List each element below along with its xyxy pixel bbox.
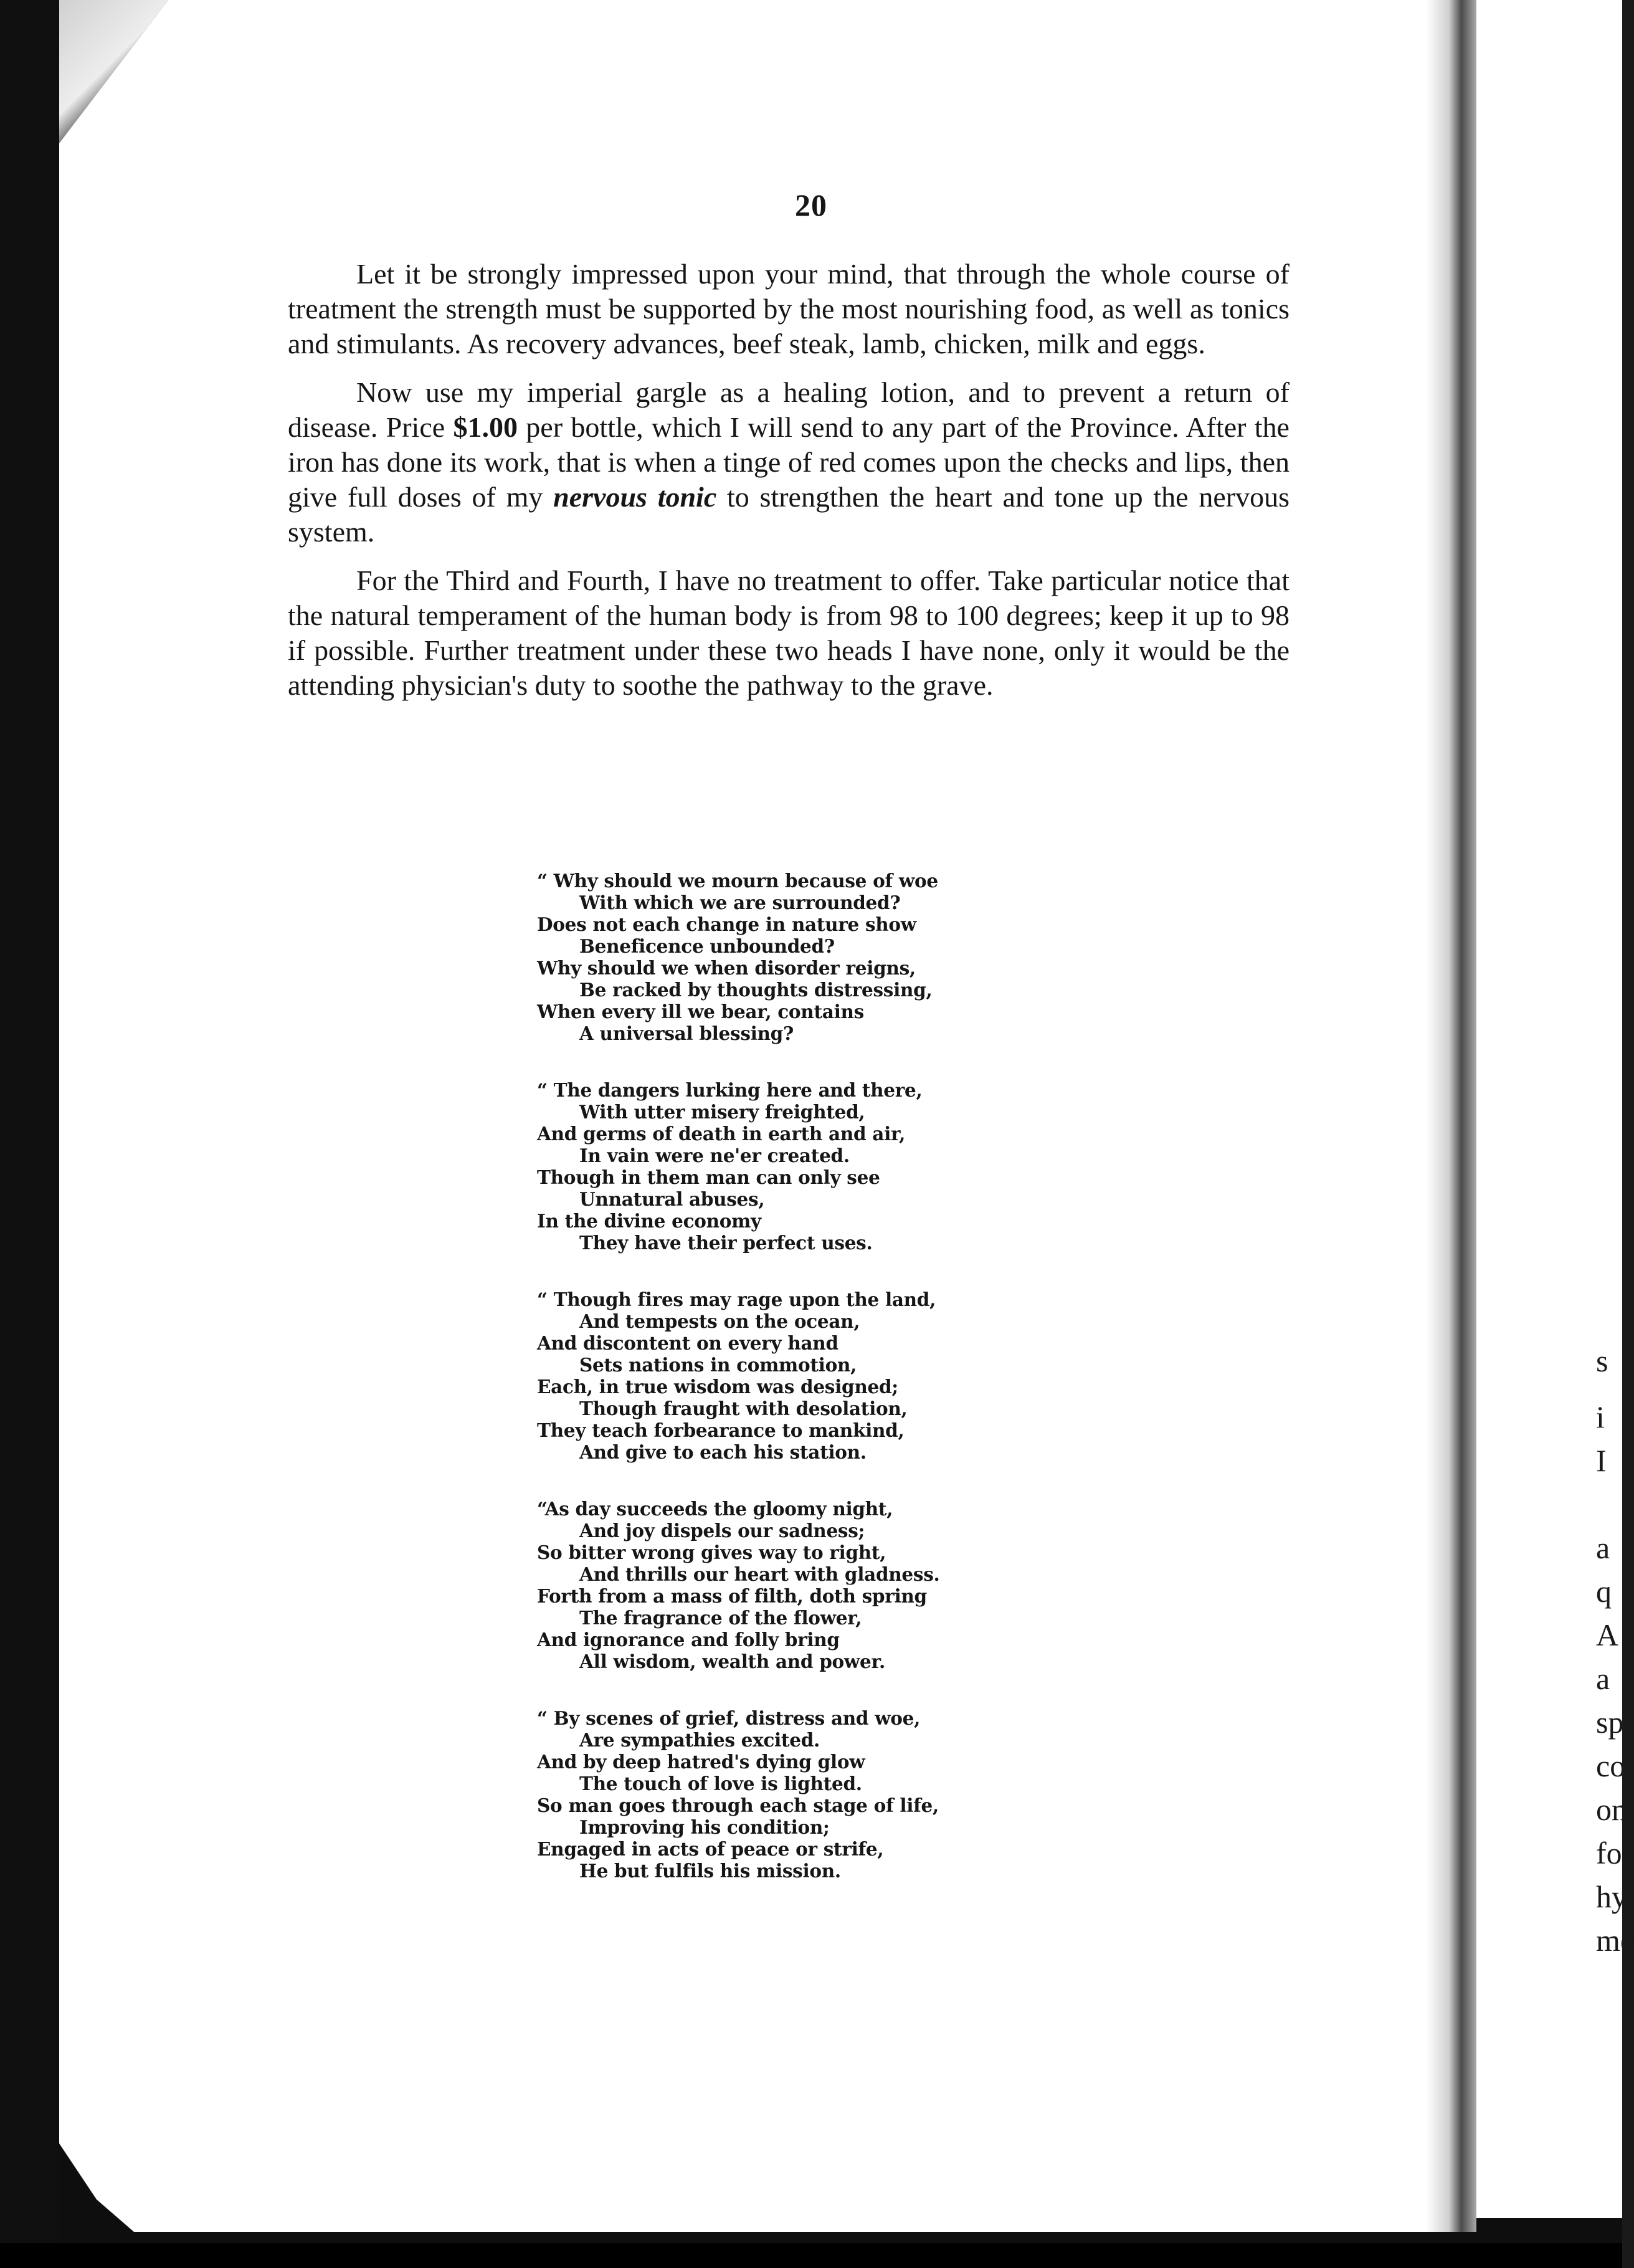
text-run: Let it be strongly impressed upon your mind, that through the whole course of treatment the strength must be supported by the most nourishing food, as well as tonics and stimulants. As recovery advances, beef steak, lamb, chicken, milk and eggs. [288, 258, 1290, 360]
poem-line: He but fulfils his mission. [579, 1860, 841, 1882]
paragraph-3 [288, 563, 1290, 703]
poem-line: With which we are surrounded? [579, 892, 901, 913]
poem-line: “ Though fires may rage upon the land, [537, 1289, 936, 1310]
poem-line: Does not each change in nature show [537, 913, 916, 935]
poem-line: When every ill we bear, contains [537, 1001, 864, 1022]
prose-body [288, 257, 1290, 717]
right-page-fragment: a [1596, 1661, 1610, 1696]
poem-line: Though in them man can only see [537, 1166, 880, 1188]
poem-line: So bitter wrong gives way to right, [537, 1541, 886, 1563]
poem-line: Improving his condition; [579, 1816, 830, 1838]
poem-stanza-2 [537, 1079, 1098, 1254]
right-page-fragment: a [1596, 1530, 1610, 1565]
poem-line: In vain were ne'er created. [579, 1145, 850, 1166]
poem-line: “As day succeeds the gloomy night, [537, 1498, 893, 1520]
poem-line: Why should we when disorder reigns, [537, 957, 916, 979]
poem-line: And germs of death in earth and air, [537, 1123, 906, 1145]
scan-bottom-edge [0, 2243, 1622, 2268]
right-page-fragment: A [1596, 1618, 1619, 1652]
right-page-fragment: hy [1596, 1879, 1627, 1914]
poem-line: Be racked by thoughts distressing, [579, 979, 933, 1001]
text-run: to strengthen the heart and tone up the nervous system. [288, 481, 1290, 548]
right-page-fragment: i [1596, 1399, 1605, 1434]
poem-line: Forth from a mass of filth, doth spring [537, 1585, 927, 1607]
poem-line: They teach forbearance to mankind, [537, 1419, 905, 1441]
paragraph-2 [288, 375, 1290, 550]
poem-line: With utter misery freighted, [579, 1101, 865, 1123]
poem-line: And tempests on the ocean, [579, 1310, 860, 1332]
poem-line: All wisdom, wealth and power. [579, 1651, 885, 1672]
poem [537, 870, 1098, 1917]
right-page-fragment: me [1596, 1923, 1634, 1958]
poem-line: And joy dispels our sadness; [579, 1520, 865, 1541]
poem-line: Though fraught with desolation, [579, 1398, 908, 1419]
right-page-fragment: fo [1596, 1836, 1622, 1870]
right-page-text-fragments [1596, 0, 1634, 2243]
poem-line: In the divine economy [537, 1210, 761, 1232]
right-page-fragment: sp [1596, 1705, 1624, 1740]
paragraph-1 [288, 257, 1290, 361]
poem-line: And give to each his station. [579, 1441, 867, 1463]
poem-line: Each, in true wisdom was designed; [537, 1376, 898, 1398]
poem-line: Sets nations in commotion, [579, 1354, 857, 1376]
poem-line: A universal blessing? [579, 1022, 794, 1044]
poem-stanza-1 [537, 870, 1098, 1044]
poem-line: And by deep hatred's dying glow [537, 1751, 865, 1773]
text-run: Now use my imperial gargle as a healing lotion, and to prevent a return of disease. Price [288, 376, 1290, 443]
text-run: per bottle, which I will send to any part of the Province. After the iron has done its work, that is when a tinge of red comes upon the checks and lips, then give full doses of my [288, 411, 1290, 513]
poem-line: “ By scenes of grief, distress and woe, [537, 1707, 921, 1729]
poem-line: Engaged in acts of peace or strife, [537, 1838, 884, 1860]
right-page-fragment: co [1596, 1748, 1626, 1783]
poem-stanza-4 [537, 1498, 1098, 1672]
right-page-fragment: on [1596, 1792, 1627, 1827]
poem-line: And thrills our heart with gladness. [579, 1563, 940, 1585]
page-number: 20 [795, 188, 827, 222]
emphasis-bold: $1.00 [453, 411, 518, 443]
scan-left-margin [0, 0, 59, 2268]
book-gutter [1427, 0, 1476, 2232]
poem-stanza-5 [537, 1707, 1098, 1882]
poem-line: And discontent on every hand [537, 1332, 838, 1354]
poem-line: “ Why should we mourn because of woe [537, 870, 938, 892]
poem-line: Are sympathies excited. [579, 1729, 820, 1751]
poem-line: The touch of love is lighted. [579, 1773, 862, 1794]
poem-line: “ The dangers lurking here and there, [537, 1079, 923, 1101]
poem-line: So man goes through each stage of life, [537, 1794, 939, 1816]
poem-line: They have their perfect uses. [579, 1232, 873, 1254]
text-run: For the Third and Fourth, I have no treatment to offer. Take particular notice that the natural temperament of the human body is from 98 to 100 degrees; keep it up to 98 if possible. Further treatment under these two heads I have none, only it would be the attending physician's duty to soothe the pathway to the grave. [288, 565, 1290, 701]
emphasis-italic: nervous tonic [553, 481, 717, 513]
poem-line: Unnatural abuses, [579, 1188, 765, 1210]
right-page-fragment: I [1596, 1443, 1607, 1478]
poem-line: And ignorance and folly bring [537, 1629, 840, 1651]
right-page-fragment: s [1596, 1343, 1608, 1378]
poem-line: Beneficence unbounded? [579, 935, 835, 957]
poem-line: The fragrance of the flower, [579, 1607, 862, 1629]
right-page-fragment: q [1596, 1574, 1612, 1609]
poem-stanza-3 [537, 1289, 1098, 1463]
